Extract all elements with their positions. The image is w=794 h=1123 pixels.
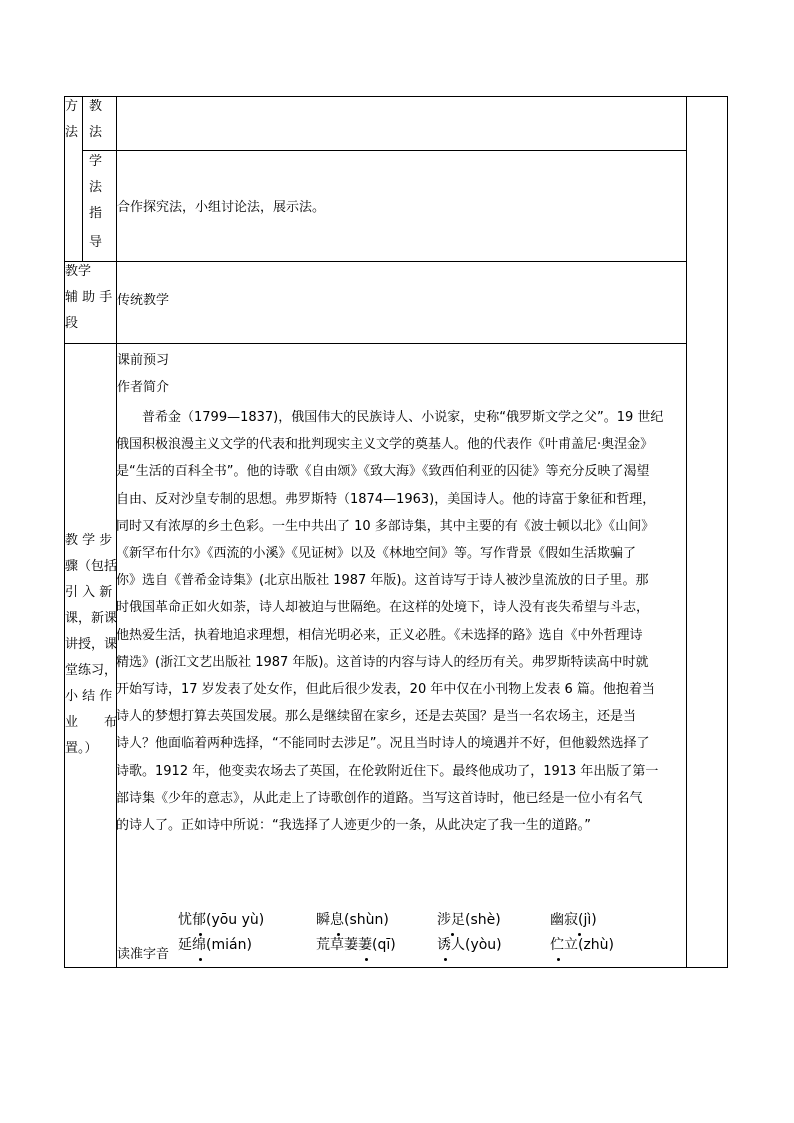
text-line-3: 是“生活的百科全书”。他的诗歌《自由颂》《致大海》《致西伯利亚的囚徒》等充分反映了渴望	[116, 464, 650, 480]
label-xuefa-4: 导	[89, 235, 103, 250]
row-divider-fuzhu	[64, 343, 686, 344]
label-jiaofa-2: 法	[89, 125, 103, 140]
label-buzhou-5: 讲授，课	[65, 637, 118, 652]
emphasis-dot	[578, 933, 581, 936]
col-divider-notes	[686, 96, 687, 968]
vocab-row1-item1: 忧郁(yōu yù)	[178, 912, 265, 928]
text-line-13: 诗人？他面临着两种选择，“不能同时去涉足”。况且当时诗人的境遇并不好，但他毅然选择了	[116, 736, 650, 752]
text-line-1: 普希金（1799—1837)，俄国伟大的民族诗人、小说家，史称“俄罗斯文学之父”。19 世纪	[116, 410, 664, 425]
vocab-row2-item1: 延绵(mián)	[178, 937, 252, 953]
text-line-12: 诗人的梦想打算去英国发展。那么是继续留在家乡，还是去英国？是当一名农场主，还是当	[116, 709, 637, 725]
text-line-7: 你》选自《普希金诗集》(北京出版社 1987 年版)。这首诗写于诗人被沙皇流放的日子里。那	[116, 573, 649, 589]
label-fangfa-1: 方	[65, 99, 79, 114]
text-line-10: 精选》(浙江文艺出版社 1987 年版)。这首诗的内容与诗人的经历有关。弗罗斯特读高中时就	[116, 654, 649, 670]
text-line-4: 自由、反对沙皇专制的思想。弗罗斯特（1874—1963)，美国诗人。他的诗富于象征和哲理，	[116, 491, 656, 507]
col-divider-sub	[82, 96, 83, 262]
emphasis-dot	[199, 933, 202, 936]
text-line-15: 部诗集《少年的意志》，从此走上了诗歌创作的道路。当写这首诗时，他已经是一位小有名气	[116, 790, 643, 806]
label-fuzhu-2: 辅 助 手	[65, 290, 113, 305]
emphasis-dot	[451, 933, 454, 936]
label-fangfa-2: 法	[65, 125, 79, 140]
text-line-8: 时俄国革命正如火如荼，诗人却被迫与世隔绝。在这样的处境下，诗人没有丧失希望与斗志，	[116, 600, 650, 616]
emphasis-dot	[557, 958, 560, 961]
text-line-6: 《新罕布什尔》《西流的小溪》《见证树》以及《林地空间》等。写作背景《假如生活欺骗了	[116, 546, 637, 562]
fuzhu-content: 传统教学	[117, 293, 170, 308]
label-jiaofa-1: 教	[89, 99, 103, 114]
row-divider-xuefa	[64, 261, 686, 262]
vocab-row2-item3: 诱人(yòu)	[437, 937, 502, 953]
vocab-row1-item3: 涉足(shè)	[437, 912, 501, 928]
label-fuzhu-3: 段	[65, 316, 79, 331]
label-buzhou-1: 教 学 步	[65, 533, 113, 548]
vocab-row2-item4: 伫立(zhù)	[550, 937, 615, 953]
emphasis-dot	[365, 958, 368, 961]
table-border-right	[727, 96, 728, 968]
label-buzhou-6: 堂练习，	[65, 663, 118, 678]
text-line-5: 同时又有浓厚的乡土色彩。一生中共出了 10 多部诗集，其中主要的有《波士顿以北》《山间》	[116, 518, 655, 534]
label-xuefa-2: 法	[89, 180, 103, 195]
text-line-14: 诗歌。1912 年，他变卖农场去了英国，在伦敦附近住下。最终他成功了，1913 年出版了第一	[116, 763, 659, 779]
emphasis-dot	[337, 933, 340, 936]
emphasis-dot	[199, 958, 202, 961]
label-buzhou-7: 小 结 作	[65, 689, 113, 704]
text-line-11: 开始写诗，17 岁发表了处女作，但此后很少发表，20 年中仅在小刊物上发表 6 篇。他抱着当	[116, 682, 655, 698]
text-line-2: 俄国积极浪漫主义文学的代表和批判现实主义文学的奠基人。他的代表作《叶甫盖尼·奥涅金》	[116, 437, 654, 453]
table-border-top	[64, 96, 728, 97]
text-line-16: 的诗人了。正如诗中所说：“我选择了人迹更少的一条，从此决定了我一生的道路。”	[116, 818, 591, 834]
label-buzhou-4: 课，新课	[65, 611, 118, 626]
heading-zuozhe-jianjie: 作者简介	[117, 380, 170, 395]
text-line-9: 他热爱生活，执着地追求理想，相信光明必来，正义必胜。《未选择的路》选自《中外哲理诗	[116, 627, 643, 643]
row-divider-jiaofa	[82, 150, 686, 151]
vocab-row1-item2: 瞬息(shùn)	[316, 912, 389, 928]
vocab-row2-item2: 荒草萋萋(qī)	[316, 937, 396, 953]
label-buzhou-8: 业 布	[65, 715, 118, 730]
label-xuefa-3: 指	[89, 206, 103, 221]
heading-kegian-yuxi: 课前预习	[117, 353, 170, 368]
emphasis-dot	[444, 958, 447, 961]
label-xuefa-1: 学	[89, 154, 103, 169]
label-buzhou-2: 骤（包括	[65, 559, 118, 574]
xuefa-content: 合作探究法，小组讨论法，展示法。	[117, 200, 326, 215]
label-fuzhu-1: 教学	[65, 264, 92, 279]
label-buzhou-3: 引 入 新	[65, 585, 113, 600]
vocab-row1-item4: 幽寂(jì)	[550, 912, 597, 928]
label-buzhou-9: 置。）	[65, 741, 98, 756]
author-intro-text	[116, 404, 686, 839]
vocab-label: 读准字音	[117, 947, 170, 962]
